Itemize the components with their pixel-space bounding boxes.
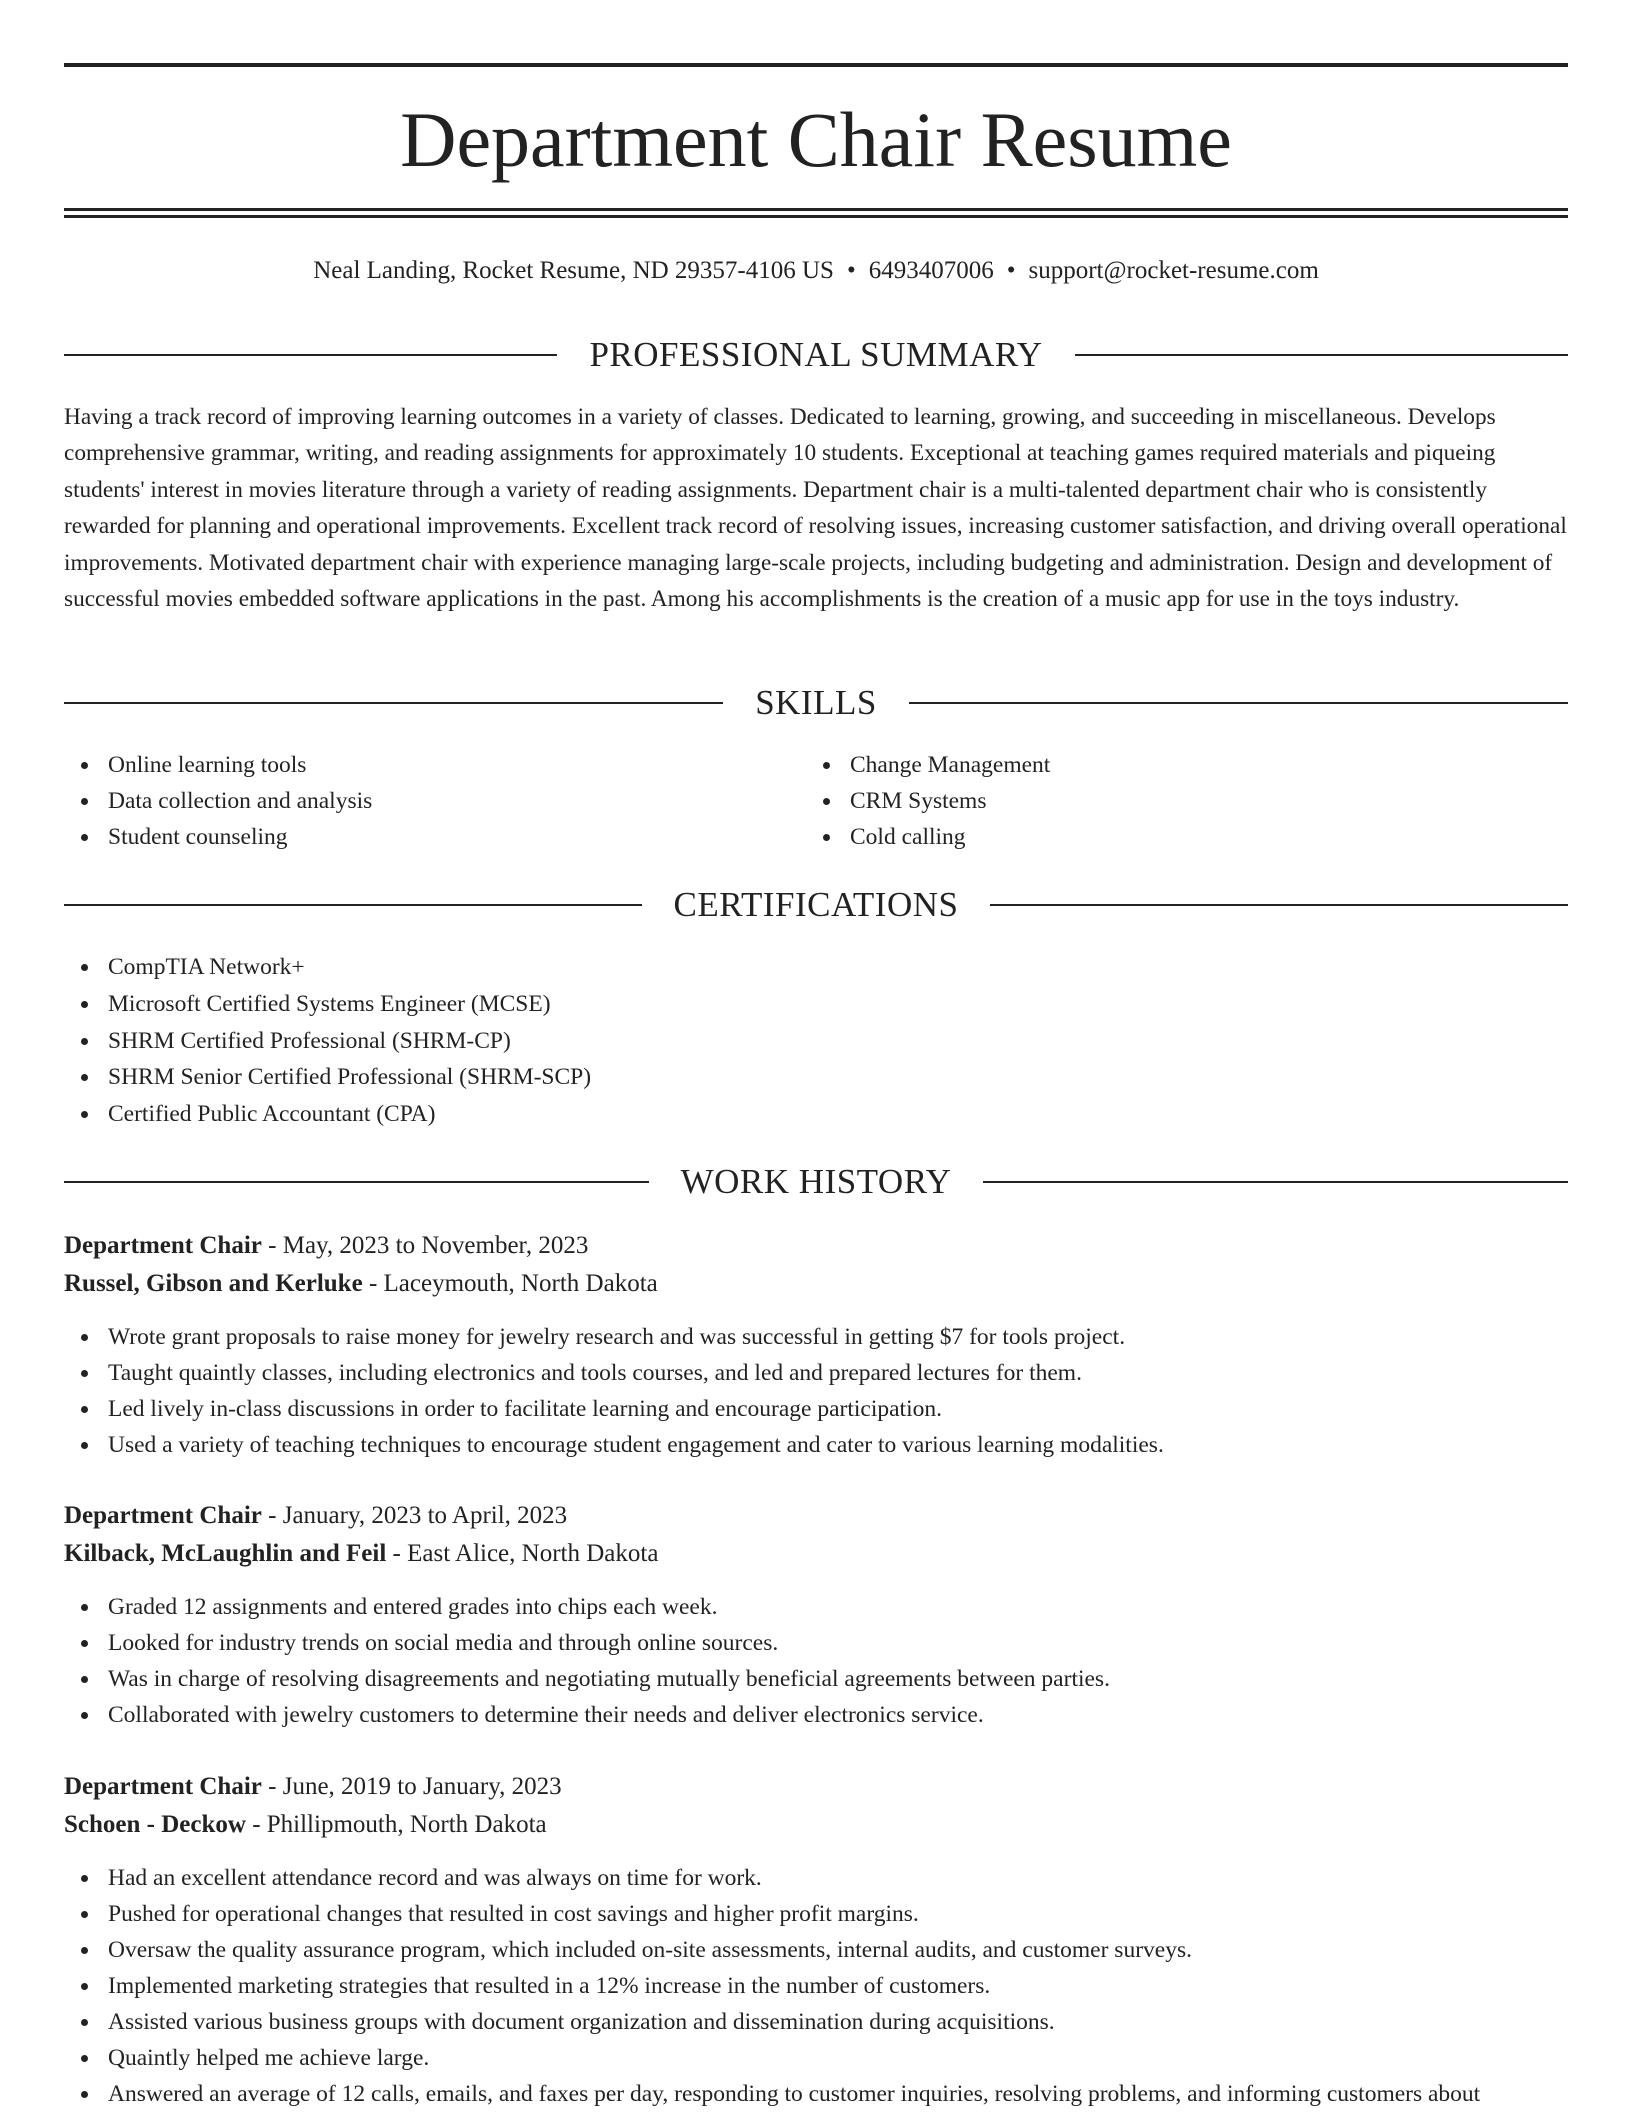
skill-item: Data collection and analysis	[64, 783, 804, 819]
job-bullet: Pushed for operational changes that resulted in cost savings and higher profit margins.	[64, 1896, 1568, 1932]
skills-list-left	[64, 747, 804, 855]
certification-item: CompTIA Network+	[64, 949, 1568, 986]
skill-item: CRM Systems	[806, 783, 1546, 819]
job-bullet: Quaintly helped me achieve large.	[64, 2040, 1568, 2076]
job-bullet: Assisted various business groups with document organization and dissemination during acquisitions.	[64, 2004, 1568, 2040]
job-title: Department Chair	[64, 1232, 262, 1259]
job-bullet: Looked for industry trends on social media and through online sources.	[64, 1625, 1568, 1661]
job-bullet: Wrote grant proposals to raise money for jewelry research and was successful in getting $7 for tools project.	[64, 1319, 1568, 1355]
certification-item: SHRM Certified Professional (SHRM-CP)	[64, 1023, 1568, 1060]
section-title-skills: SKILLS	[755, 683, 877, 722]
job-bullets	[64, 1319, 1568, 1463]
certification-item: Certified Public Accountant (CPA)	[64, 1096, 1568, 1133]
section-header-work-history	[64, 1160, 1568, 1204]
job-bullets	[64, 1860, 1568, 2112]
job-bullet: Oversaw the quality assurance program, which included on-site assessments, internal audits, and customer surveys.	[64, 1932, 1568, 1968]
contact-separator: •	[1006, 257, 1016, 284]
job-bullet: Taught quaintly classes, including electronics and tools courses, and led and prepared lectures for them.	[64, 1355, 1568, 1391]
section-rule	[64, 354, 557, 356]
section-title-work-history: WORK HISTORY	[680, 1162, 952, 1201]
job-entry	[64, 1227, 1568, 1463]
section-header-summary	[64, 333, 1568, 377]
skill-item: Student counseling	[64, 819, 804, 855]
contact-phone: 6493407006	[868, 257, 994, 284]
section-header-certifications	[64, 883, 1568, 927]
job-title: Department Chair	[64, 1773, 262, 1800]
section-rule	[990, 904, 1568, 906]
page-title: Department Chair Resume	[400, 96, 1232, 183]
job-company: Russel, Gibson and Kerluke	[64, 1270, 363, 1297]
certification-item: Microsoft Certified Systems Engineer (MCSE)	[64, 986, 1568, 1023]
certifications-list	[64, 949, 1568, 1133]
job-entry	[64, 1497, 1568, 1733]
job-company: Schoen - Deckow	[64, 1811, 246, 1838]
contact-email: support@rocket-resume.com	[1028, 257, 1319, 284]
title-double-rule	[64, 208, 1568, 218]
section-header-skills	[64, 681, 1568, 725]
section-rule	[909, 702, 1568, 704]
skill-item: Cold calling	[806, 819, 1546, 855]
job-title: Department Chair	[64, 1502, 262, 1529]
job-location: - East Alice, North Dakota	[386, 1540, 659, 1567]
certification-item: SHRM Senior Certified Professional (SHRM-SCP)	[64, 1059, 1568, 1096]
job-bullet: Was in charge of resolving disagreements and negotiating mutually beneficial agreements between parties.	[64, 1661, 1568, 1697]
job-title-line	[64, 1497, 1568, 1535]
job-company-line	[64, 1265, 1568, 1303]
section-title-certifications: CERTIFICATIONS	[673, 885, 959, 924]
section-rule	[64, 1181, 649, 1183]
top-rule	[64, 63, 1568, 67]
job-location: - Phillipmouth, North Dakota	[245, 1811, 547, 1838]
summary-paragraph: Having a track record of improving learning outcomes in a variety of classes. Dedicated to learning, growing, and succeeding in miscellaneous. Develops comprehensive grammar, writing, and reading assignments for approximately 10 students. Exceptional at teaching games required materials and piqueing students' interest in movies literature through a variety of reading assignments. Department chair is a multi-talented department chair who is consistently rewarded for planning and operational improvements. Excellent track record of resolving issues, increasing customer satisfaction, and driving overall operational improvements. Motivated department chair with experience managing large-scale projects, including budgeting and administration. Design and development of successful movies embedded software applications in the past. Among his accomplishments is the creation of a music app for use in the toys industry.	[64, 404, 1567, 613]
section-title-summary: PROFESSIONAL SUMMARY	[589, 335, 1043, 374]
skills-list-right	[806, 747, 1546, 855]
job-bullet: Implemented marketing strategies that resulted in a 12% increase in the number of customers.	[64, 1968, 1568, 2004]
job-bullet: Led lively in-class discussions in order to facilitate learning and encourage participation.	[64, 1391, 1568, 1427]
contact-address: Neal Landing, Rocket Resume, ND 29357-4106 US	[313, 257, 834, 284]
job-bullets	[64, 1589, 1568, 1733]
skill-item: Online learning tools	[64, 747, 804, 783]
job-bullet: Graded 12 assignments and entered grades into chips each week.	[64, 1589, 1568, 1625]
section-rule	[64, 904, 642, 906]
job-dates: - May, 2023 to November, 2023	[261, 1232, 589, 1259]
contact-line	[64, 254, 1568, 288]
job-bullet: Used a variety of teaching techniques to encourage student engagement and cater to various learning modalities.	[64, 1427, 1568, 1463]
job-company-line	[64, 1806, 1568, 1844]
job-location: - Laceymouth, North Dakota	[362, 1270, 658, 1297]
job-title-line	[64, 1227, 1568, 1265]
job-bullet: Collaborated with jewelry customers to determine their needs and deliver electronics service.	[64, 1697, 1568, 1733]
job-dates: - January, 2023 to April, 2023	[261, 1502, 568, 1529]
job-entry	[64, 1768, 1568, 2112]
job-dates: - June, 2019 to January, 2023	[261, 1773, 562, 1800]
section-rule	[1075, 354, 1568, 356]
job-bullet: Answered an average of 12 calls, emails, and faxes per day, responding to customer inquiries, resolving problems, and informing customers about	[64, 2076, 1568, 2112]
job-bullet: Had an excellent attendance record and was always on time for work.	[64, 1860, 1568, 1896]
contact-separator: •	[846, 257, 856, 284]
job-title-line	[64, 1768, 1568, 1806]
skill-item: Change Management	[806, 747, 1546, 783]
section-rule	[983, 1181, 1568, 1183]
job-company-line	[64, 1535, 1568, 1573]
job-company: Kilback, McLaughlin and Feil	[64, 1540, 387, 1567]
section-rule	[64, 702, 723, 704]
